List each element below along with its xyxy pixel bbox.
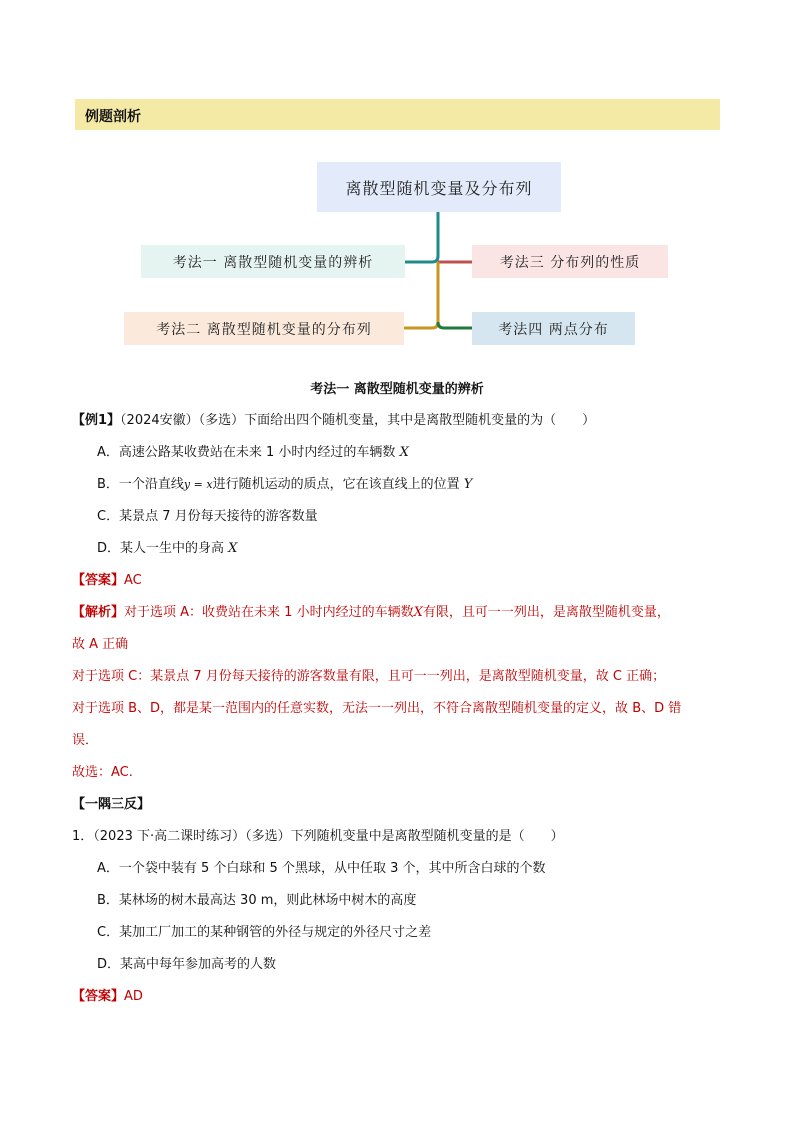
example1-option-b <box>97 473 472 492</box>
analysis1-var: X <box>413 605 423 620</box>
example1-source: （2024安徽）（多选）下面给出四个随机变量，其中是离散型随机变量的为（ ） <box>120 413 596 428</box>
practice-option-a: A．一个袋中装有 5 个白球和 5 个黑球，从中任取 3 个，其中所含白球的个数 <box>97 861 546 876</box>
option-a-text: A．高速公路某收费站在未来 1 小时内经过的车辆数 <box>97 445 396 460</box>
practice-q1: 1．（2023 下·高二课时练习）（多选）下列随机变量中是离散型随机变量的是（ ） <box>72 829 564 844</box>
practice-option-b: B．某林场的树木最高达 30 m，则此林场中树木的高度 <box>97 893 417 908</box>
mindmap-branch-3: 考法三 分布列的性质 <box>472 245 668 278</box>
connector-root-trunk <box>405 212 438 262</box>
option-b-pre: B．一个沿直线 <box>97 477 184 492</box>
answer-tag: 【答案】 <box>72 573 125 588</box>
example1-option-d <box>97 537 237 556</box>
option-b-var: Y <box>463 477 473 492</box>
example1-answer <box>72 569 142 588</box>
option-b-post: 进行随机运动的质点，它在该直线上的位置 <box>212 477 460 492</box>
mindmap-branch-4: 考法四 两点分布 <box>472 312 635 345</box>
example1-option-c: C．某景点 7 月份每天接待的游客数量 <box>97 509 318 524</box>
option-a-var: X <box>399 445 409 460</box>
analysis1-pre: 对于选项 A：收费站在未来 1 小时内经过的车辆数 <box>124 605 414 620</box>
analysis-conclusion: 故选：AC. <box>72 765 133 780</box>
option-b-eq: y = x <box>183 478 213 491</box>
analysis-tag: 【解析】 <box>72 605 125 620</box>
practice-heading: 【一隅三反】 <box>72 797 151 812</box>
analysis1-post: 有限，且可一一列出，是离散型随机变量， <box>422 605 670 620</box>
practice-answer <box>72 985 143 1004</box>
analysis-line-3-cont: 误． <box>72 733 99 748</box>
practice-option-d: D．某高中每年参加高考的人数 <box>97 957 277 972</box>
practice-answer-value: AD <box>124 989 143 1004</box>
practice-option-c: C．某加工厂加工的某种钢管的外径与规定的外径尺寸之差 <box>97 925 432 940</box>
banner-title: 例题剖析 <box>85 109 141 125</box>
mindmap-branch-1: 考法一 离散型随机变量的辨析 <box>141 245 405 278</box>
answer-value: AC <box>124 573 142 588</box>
connector-branch4 <box>438 322 472 328</box>
option-d-text: D．某人一生中的身高 <box>97 541 225 556</box>
example1-question <box>72 409 595 428</box>
mindmap-branch-2: 考法二 离散型随机变量的分布列 <box>124 312 404 345</box>
analysis-line-3: 对于选项 B、D，都是某一范围内的任意实数，无法一一列出，不符合离散型随机变量的定义，故 B、D 错 <box>72 701 682 716</box>
analysis-line-2: 对于选项 C：某景点 7 月份每天接待的游客数量有限，且可一一列出，是离散型随机变量，故 C 正确； <box>72 669 666 684</box>
analysis-line-1 <box>72 601 670 620</box>
example1-option-a <box>97 441 409 460</box>
section-title: 考法一 离散型随机变量的辨析 <box>310 382 484 397</box>
mindmap-root: 离散型随机变量及分布列 <box>317 162 561 212</box>
connector-branch2 <box>404 262 438 328</box>
practice-answer-tag: 【答案】 <box>72 989 125 1004</box>
example1-tag: 【例1】 <box>72 413 121 428</box>
option-d-var: X <box>228 541 238 556</box>
analysis-line-1-cont: 故 A 正确 <box>72 637 129 652</box>
